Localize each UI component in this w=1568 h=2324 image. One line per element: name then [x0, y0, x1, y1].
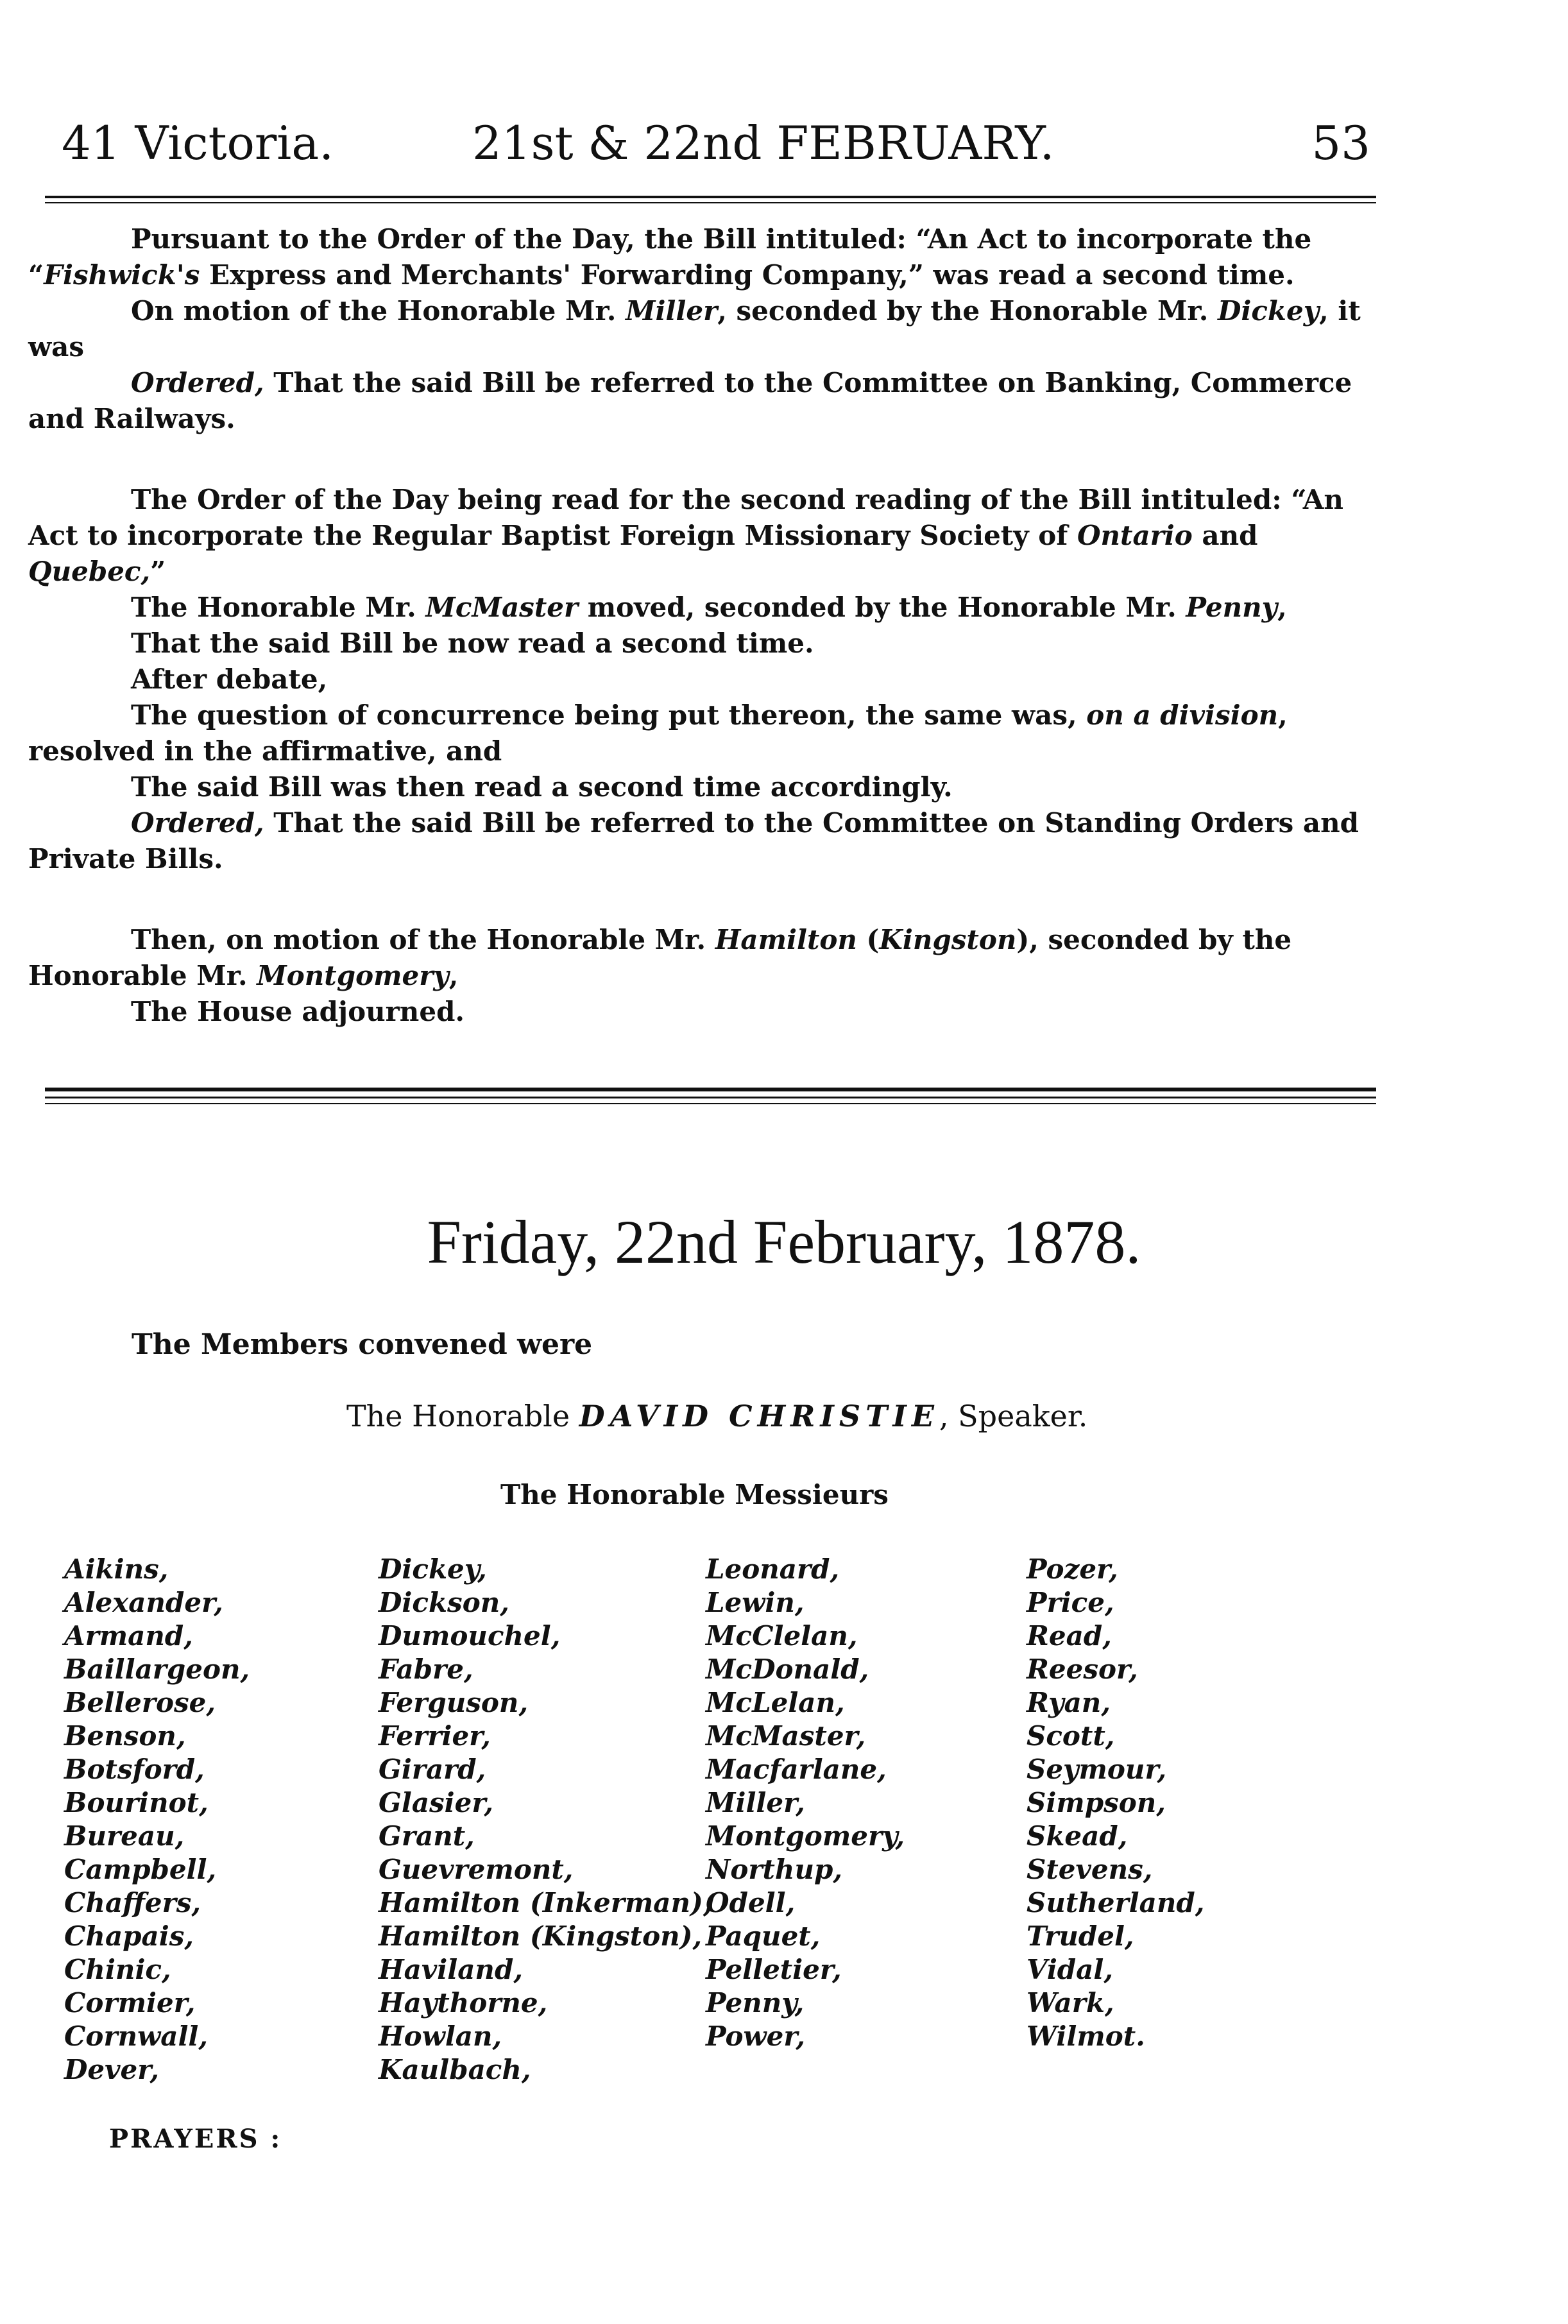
members-column-1 [64, 1553, 250, 2087]
paragraph [28, 805, 1373, 877]
member-name: Hamilton (Inkerman), [379, 1887, 713, 1918]
italic-text: Kingston [879, 924, 1017, 955]
member-name: Fabre, [379, 1653, 473, 1685]
text-run: The question of concurrence being put thereon, the same was, [131, 699, 1087, 731]
member-name: Glasier, [379, 1787, 494, 1818]
member-name: Baillargeon, [64, 1653, 250, 1685]
member-name: Reesor, [1027, 1653, 1138, 1685]
paragraph [28, 365, 1373, 437]
paragraph [28, 697, 1373, 769]
member-name: Leonard, [706, 1553, 840, 1585]
italic-text: Ontario [1077, 520, 1193, 551]
members-column-3 [706, 1553, 905, 2053]
member-name: Guevremont, [379, 1854, 574, 1885]
member-name: Howlan, [379, 2021, 502, 2052]
italic-text: Dickey [1217, 295, 1320, 327]
member-name: Benson, [64, 1720, 186, 1752]
text-run: That the said Bill be now read a second time. [131, 628, 814, 659]
header-reign: 41 Victoria. [62, 116, 334, 170]
member-name: Botsford, [64, 1754, 205, 1785]
italic-text: on a division [1086, 699, 1279, 731]
member-name: Cornwall, [64, 2021, 209, 2052]
paragraph [28, 769, 1373, 805]
text-run: That the said Bill be referred to the Committee on Standing Orders and Private Bills. [28, 807, 1359, 875]
member-name: Vidal, [1027, 1954, 1113, 1985]
member-name: Miller, [706, 1787, 805, 1818]
member-name: Grant, [379, 1820, 475, 1852]
member-name: Stevens, [1027, 1854, 1153, 1885]
member-name: Sutherland, [1027, 1887, 1205, 1918]
running-header [62, 108, 1370, 178]
member-name: Bellerose, [64, 1687, 216, 1718]
member-name: Pelletier, [706, 1954, 842, 1985]
member-name: Simpson, [1027, 1787, 1166, 1818]
paragraph [28, 221, 1373, 293]
member-name: Kaulbach, [379, 2054, 531, 2085]
text-run: Pursuant to the Order of the Day, the Bill intituled: “An Act to incorporate the “ [28, 223, 1312, 291]
member-name: Dickey, [379, 1553, 487, 1585]
member-name: McClelan, [706, 1620, 858, 1652]
member-name: Montgomery, [706, 1820, 905, 1852]
baptist-society-bill-proceedings [28, 482, 1373, 877]
adjournment [28, 922, 1373, 1030]
member-name: Read, [1027, 1620, 1112, 1652]
member-name: Bureau, [64, 1820, 185, 1852]
member-name: Ferrier, [379, 1720, 491, 1752]
text-run: moved, seconded by the Honorable Mr. [578, 592, 1186, 623]
members-column-2 [379, 1553, 713, 2087]
member-name: Armand, [64, 1620, 193, 1652]
text-run: That the said Bill be referred to the Committee on Banking, Commerce and Railways. [28, 367, 1352, 434]
italic-text: Ordered, [131, 367, 264, 398]
text-run: On motion of the Honorable Mr. [131, 295, 626, 327]
text-run: After debate, [131, 663, 328, 695]
prayers-heading: PRAYERS : [109, 2124, 282, 2154]
member-name: Bourinot, [64, 1787, 209, 1818]
member-name: Haviland, [379, 1954, 523, 1985]
italic-text: Hamilton [715, 924, 857, 955]
member-name: Ferguson, [379, 1687, 529, 1718]
member-name: Haythorne, [379, 1987, 548, 2019]
member-name: Seymour, [1027, 1754, 1167, 1785]
member-name: Alexander, [64, 1587, 223, 1618]
member-name: Macfarlane, [706, 1754, 887, 1785]
text-run: , seconded by the Honorable Mr. [717, 295, 1218, 327]
text-run: , it was [28, 295, 1361, 363]
text-run: , [1277, 592, 1287, 623]
member-name: Dumouchel, [379, 1620, 561, 1652]
italic-text: Fishwick's [44, 259, 200, 291]
paragraph [28, 994, 1373, 1030]
italic-text: Montgomery [257, 960, 449, 991]
member-name: Campbell, [64, 1854, 217, 1885]
italic-text: Quebec, [28, 556, 151, 587]
text-run: , resolved in the affirmative, and [28, 699, 1288, 767]
member-name: McDonald, [706, 1653, 869, 1685]
paragraph [28, 922, 1373, 994]
paragraph [28, 293, 1373, 365]
italic-text: Ordered, [131, 807, 264, 839]
text-run: ), seconded by the Honorable Mr. [28, 924, 1292, 991]
speaker-prefix: The Honorable [346, 1399, 579, 1433]
text-run: and [1192, 520, 1258, 551]
speaker-suffix: , Speaker. [939, 1399, 1088, 1433]
speaker-name: DAVID CHRISTIE [579, 1399, 939, 1433]
member-name: Chapais, [64, 1920, 194, 1952]
member-name: McLelan, [706, 1687, 845, 1718]
member-name: Penny, [706, 1987, 805, 2019]
member-name: Paquet, [706, 1920, 821, 1952]
text-run: The Honorable Mr. [131, 592, 426, 623]
text-run: ” [150, 556, 166, 587]
text-run: ( [856, 924, 880, 955]
text-run: The House adjourned. [131, 996, 465, 1027]
text-run: Then, on motion of the Honorable Mr. [131, 924, 715, 955]
member-name: Scott, [1027, 1720, 1115, 1752]
member-name: Hamilton (Kingston), [379, 1920, 703, 1952]
member-name: Northup, [706, 1854, 842, 1885]
member-name: Wark, [1027, 1987, 1114, 2019]
text-run: , [448, 960, 459, 991]
speaker-line [346, 1399, 1087, 1433]
italic-text: Miller [625, 295, 718, 327]
member-name: Skead, [1027, 1820, 1128, 1852]
member-name: Chinic, [64, 1954, 171, 1985]
member-name: Trudel, [1027, 1920, 1134, 1952]
member-name: Lewin, [706, 1587, 805, 1618]
sitting-date-title: Friday, 22nd February, 1878. [427, 1208, 1141, 1276]
member-name: Dever, [64, 2054, 159, 2085]
member-name: Girard, [379, 1754, 486, 1785]
page-number: 53 [1311, 116, 1370, 170]
paragraph [28, 626, 1373, 662]
members-column-4 [1027, 1553, 1204, 2053]
italic-text: McMaster [425, 592, 579, 623]
text-run: The said Bill was then read a second time accordingly. [131, 771, 953, 803]
member-name: Ryan, [1027, 1687, 1111, 1718]
member-name: Chaffers, [64, 1887, 201, 1918]
messieurs-heading: The Honorable Messieurs [500, 1479, 889, 1510]
paragraph [28, 662, 1373, 697]
member-name: Price, [1027, 1587, 1114, 1618]
paragraph [28, 482, 1373, 590]
text-run: Express and Merchants' Forwarding Company,” was read a second time. [200, 259, 1295, 291]
member-name: Aikins, [64, 1553, 169, 1585]
text-run: The Order of the Day being read for the second reading of the Bill intituled: “An Act to incorporate the Regular Baptist Foreign Missionary Society of [28, 484, 1343, 551]
header-dates: 21st & 22nd FEBRUARY. [472, 116, 1055, 170]
member-name: Wilmot. [1027, 2021, 1145, 2052]
member-name: Dickson, [379, 1587, 509, 1618]
member-name: McMaster, [706, 1720, 866, 1752]
italic-text: Penny [1186, 592, 1278, 623]
member-name: Pozer, [1027, 1553, 1118, 1585]
member-name: Odell, [706, 1887, 796, 1918]
fishwick-bill-proceedings [28, 221, 1373, 1030]
members-convened-line: The Members convened were [132, 1328, 593, 1361]
member-name: Power, [706, 2021, 806, 2052]
paragraph [28, 590, 1373, 626]
member-name: Cormier, [64, 1987, 196, 2019]
